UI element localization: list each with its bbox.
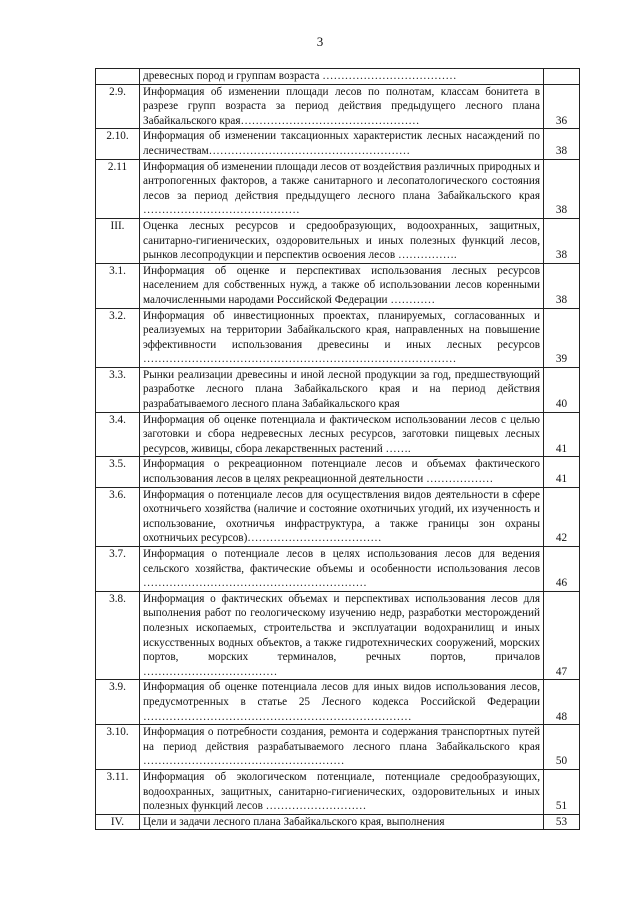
section-title: Информация об оценке потенциала лесов для иных видов использования лесов, предусмотренных в статье 25 Лесного кодекса Российской Федерации ……………………………………………………………… [140, 680, 544, 725]
section-number: 3.4. [96, 412, 140, 457]
section-title: Информация об экологическом потенциале, потенциале средообразующих, водоохранных, защитных, санитарно-гигиенических, оздоровительных и иных полезных функций лесов ……………………… [140, 769, 544, 814]
table-row [96, 680, 580, 725]
toc-body [96, 69, 580, 830]
table-row [96, 487, 580, 546]
section-title: древесных пород и группам возраста ……………………………… [140, 69, 544, 85]
table-row [96, 308, 580, 367]
page-ref: 42 [544, 487, 580, 546]
section-number [96, 69, 140, 85]
page-ref: 36 [544, 84, 580, 129]
page-number: 3 [316, 34, 324, 49]
table-row [96, 159, 580, 218]
table-row [96, 412, 580, 457]
page-ref: 53 [544, 814, 580, 830]
section-number: 2.9. [96, 84, 140, 129]
table-row [96, 591, 580, 680]
table-row [96, 218, 580, 263]
section-number: 3.11. [96, 769, 140, 814]
table-row [96, 367, 580, 412]
page-ref: 47 [544, 591, 580, 680]
section-number: 3.2. [96, 308, 140, 367]
page-ref: 48 [544, 680, 580, 725]
section-title: Информация о потенциале лесов в целях использования лесов для ведения сельского хозяйства, фактические объемы и особенности использования лесов …………………………………………………… [140, 547, 544, 592]
section-number: 3.8. [96, 591, 140, 680]
section-title: Информация о рекреационном потенциале лесов и объемах фактического использования лесов в целях рекреационной деятельности ……………… [140, 457, 544, 487]
section-number: 2.11 [96, 159, 140, 218]
section-number: 3.6. [96, 487, 140, 546]
table-row [96, 84, 580, 129]
section-title: Информация об изменении площади лесов от воздействия различных природных и антропогенных факторов, а также санитарного и лесопатологического состояния лесов за период действия предыдущего лесного плана Забайкальского края …………………………………… [140, 159, 544, 218]
section-title: Информация о фактических объемах и перспективах использования лесов для выполнения работ по геологическому изучению недр, разработки месторождений полезных ископаемых, строительства и эксплуатации водохранилищ и иных искусственных водных объектов, а также гидротехнических сооружений, морских портов, морских терминалов, речных портов, причалов ……………………………… [140, 591, 544, 680]
table-row [96, 725, 580, 770]
table-row [96, 457, 580, 487]
page-ref: 51 [544, 769, 580, 814]
table-row [96, 69, 580, 85]
section-title: Информация об оценке потенциала и фактическом использовании лесов с целью заготовки и сбора недревесных лесных ресурсов, заготовки пищевых лесных ресурсов, живицы, сбора лекарственных растений ……. [140, 412, 544, 457]
section-title: Информация об изменении таксационных характеристик лесных насаждений по лесничествам……………………………………………… [140, 129, 544, 159]
section-title: Информация об инвестиционных проектах, планируемых, согласованных и реализуемых на территории Забайкальского края, направленных на повышение эффективности использования древесины и иных лесных ресурсов ………………………………………………………………………… [140, 308, 544, 367]
section-number: 3.5. [96, 457, 140, 487]
section-number: 3.3. [96, 367, 140, 412]
section-title: Информация о потенциале лесов для осуществления видов деятельности в сфере охотничьего хозяйства (наличие и состояние охотничьих угодий, их изученность и использование, охотничья инфраструктура, а также границы зон охраны охотничьих ресурсов)……………………………… [140, 487, 544, 546]
section-title: Информация об оценке и перспективах использования лесных ресурсов населением для собственных нужд, а также об использовании лесов коренными малочисленными народами Российской Федерации ………… [140, 263, 544, 308]
table-of-contents [95, 68, 580, 830]
page-ref: 39 [544, 308, 580, 367]
page-ref: 46 [544, 547, 580, 592]
table-row [96, 547, 580, 592]
section-number: 2.10. [96, 129, 140, 159]
section-number: 3.7. [96, 547, 140, 592]
section-title: Оценка лесных ресурсов и средообразующих, водоохранных, защитных, санитарно-гигиенических, оздоровительных и иных полезных функций лесов, рынков лесопродукции и перспектив освоения лесов ……………. [140, 218, 544, 263]
page-ref: 38 [544, 159, 580, 218]
section-number: 3.10. [96, 725, 140, 770]
page-ref: 38 [544, 263, 580, 308]
section-number: IV. [96, 814, 140, 830]
page-ref: 38 [544, 129, 580, 159]
page-ref: 41 [544, 457, 580, 487]
section-title: Информация о потребности создания, ремонта и содержания транспортных путей на период действия разрабатываемого лесного плана Забайкальского края ……………………………………………… [140, 725, 544, 770]
table-row [96, 769, 580, 814]
section-title: Информация об изменении площади лесов по полнотам, классам бонитета в разрезе групп возраста за период действия предыдущего лесного плана Забайкальского края………………………………………… [140, 84, 544, 129]
page-ref: 50 [544, 725, 580, 770]
page-ref [544, 69, 580, 85]
section-title: Цели и задачи лесного плана Забайкальского края, выполнения [140, 814, 544, 830]
section-title: Рынки реализации древесины и иной лесной продукции за год, предшествующий разработке лесного плана Забайкальского края и на период действия разрабатываемого лесного плана Забайкальского края [140, 367, 544, 412]
page-ref: 41 [544, 412, 580, 457]
table-row [96, 814, 580, 830]
section-number: III. [96, 218, 140, 263]
page-ref: 40 [544, 367, 580, 412]
section-number: 3.9. [96, 680, 140, 725]
section-number: 3.1. [96, 263, 140, 308]
table-row [96, 129, 580, 159]
table-row [96, 263, 580, 308]
page-ref: 38 [544, 218, 580, 263]
